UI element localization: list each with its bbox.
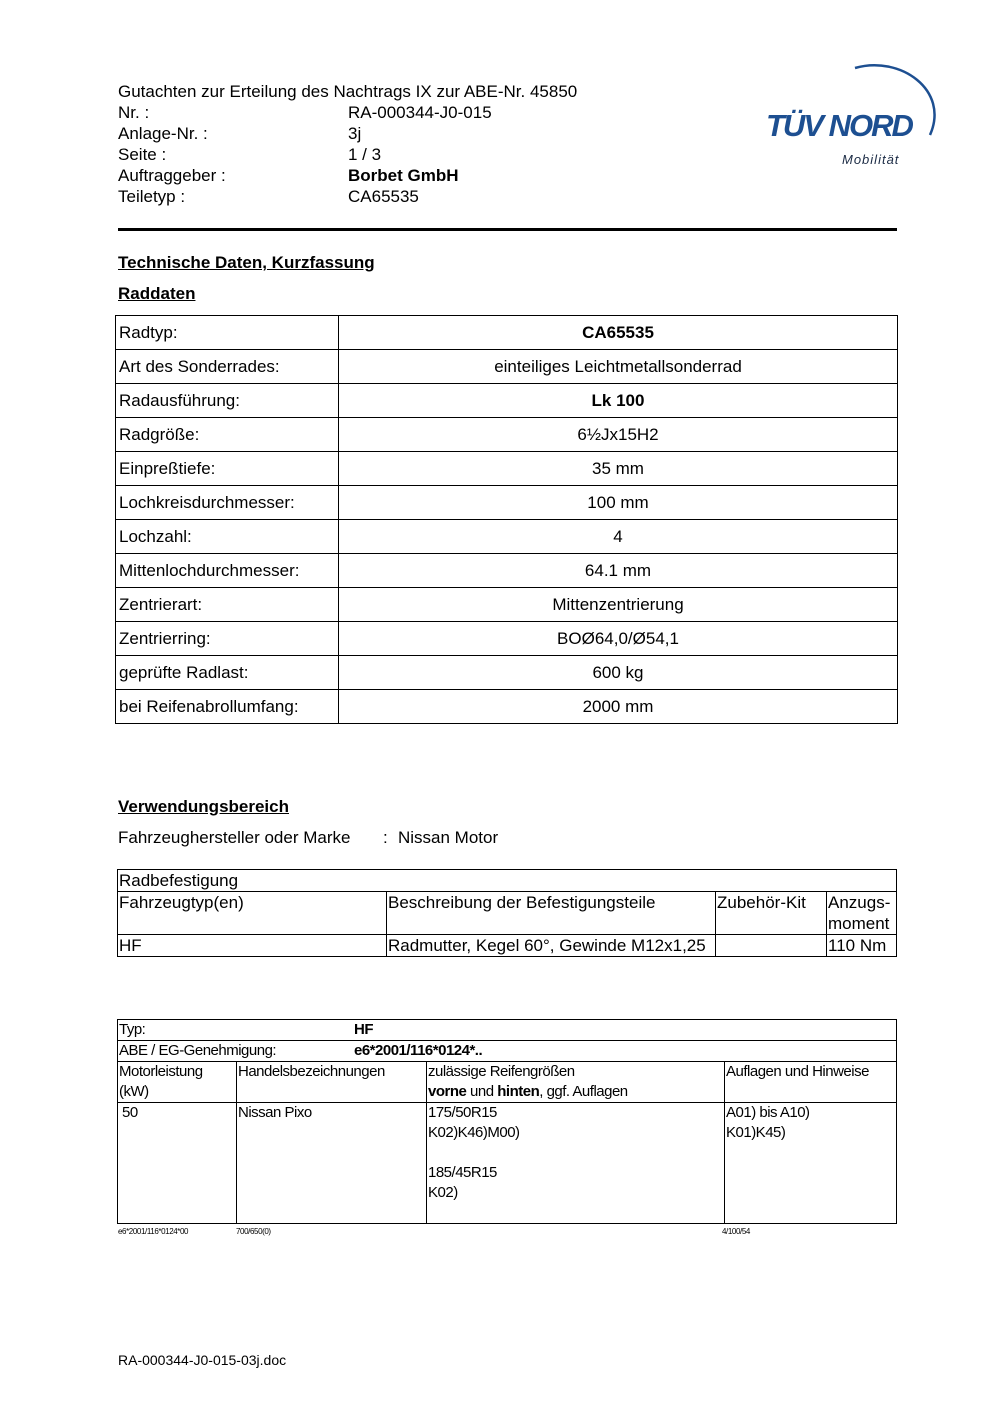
vorne-text: vorne	[428, 1083, 467, 1100]
row-label: Mittenlochdurchmesser:	[116, 554, 339, 588]
fahrzeugtyp-value: HF	[118, 935, 387, 957]
auflagen-value	[725, 1103, 897, 1224]
technische-daten-title: Technische Daten, Kurzfassung	[118, 253, 375, 272]
reifen-header-line2	[428, 1082, 723, 1102]
table-header-row	[118, 892, 897, 935]
row-label: Einpreßtiefe:	[116, 452, 339, 486]
reifen-2-auflagen: K02)	[428, 1184, 458, 1201]
table-row	[118, 1103, 897, 1224]
abe-label: ABE / EG-Genehmigung:	[119, 1042, 277, 1059]
hersteller-label: Fahrzeughersteller oder Marke	[118, 828, 351, 847]
seite-value: 1 / 3	[348, 145, 382, 164]
beschreibung-value: Radmutter, Kegel 60°, Gewinde M12x1,25	[387, 935, 716, 957]
teiletyp-value: CA65535	[348, 187, 419, 206]
header-zubehoer-kit: Zubehör-Kit	[716, 892, 827, 935]
logo-wordmark: TÜV NORD	[766, 108, 912, 143]
table-row	[118, 870, 897, 892]
row-label: Art des Sonderrades:	[116, 350, 339, 384]
footnote-gewicht: 700/650(0)	[236, 1227, 271, 1236]
header-fahrzeugtyp: Fahrzeugtyp(en)	[118, 892, 387, 935]
table-row	[118, 1020, 897, 1041]
table-row	[116, 316, 898, 350]
abe-value: e6*2001/116*0124*..	[354, 1042, 483, 1059]
row-label: Radtyp:	[116, 316, 339, 350]
footnote-lochkreis: 4/100/54	[722, 1227, 750, 1236]
reifen-1-auflagen: K02)K46)M00)	[428, 1124, 520, 1141]
table-row	[116, 588, 898, 622]
header-handelsbezeichnungen: Handelsbezeichnungen	[237, 1062, 427, 1103]
auflagen-2: K01)K45)	[726, 1124, 786, 1141]
typ-value: HF	[354, 1021, 373, 1038]
row-value: einteiliges Leichtmetallsonderrad	[339, 350, 898, 384]
table-row	[118, 1041, 897, 1062]
nr-label: Nr. :	[118, 103, 150, 122]
handelsbezeichnung-value: Nissan Pixo	[237, 1103, 427, 1224]
tuev-nord-logo	[760, 60, 940, 170]
row-label: bei Reifenabrollumfang:	[116, 690, 339, 724]
header-reifengroessen	[427, 1062, 725, 1103]
teiletyp-label: Teiletyp :	[118, 187, 186, 206]
row-value: CA65535	[339, 316, 898, 350]
header-auflagen: Auflagen und Hinweise	[725, 1062, 897, 1103]
row-label: geprüfte Radlast:	[116, 656, 339, 690]
row-value: 6½Jx15H2	[339, 418, 898, 452]
typ-table	[117, 1019, 897, 1224]
table-row	[118, 935, 897, 957]
anlage-label: Anlage-Nr. :	[118, 124, 208, 143]
hersteller-separator: :	[383, 828, 388, 847]
table-row	[116, 384, 898, 418]
seite-label: Seite :	[118, 145, 167, 164]
header-anzugsmoment: Anzugs-moment	[827, 892, 897, 935]
row-value: 64.1 mm	[339, 554, 898, 588]
hinten-text: hinten	[497, 1083, 540, 1100]
abe-row	[118, 1041, 897, 1062]
reifen-value	[427, 1103, 725, 1224]
motorleistung-value: 50	[118, 1103, 237, 1224]
table-header-row	[118, 1062, 897, 1103]
zubehoer-kit-value	[716, 935, 827, 957]
row-value: 2000 mm	[339, 690, 898, 724]
typ-label: Typ:	[119, 1021, 146, 1038]
raddaten-title: Raddaten	[118, 284, 196, 303]
nr-value: RA-000344-J0-015	[348, 103, 492, 122]
row-label: Zentrierring:	[116, 622, 339, 656]
row-value: 600 kg	[339, 656, 898, 690]
row-value: 35 mm	[339, 452, 898, 486]
table-row	[116, 452, 898, 486]
row-value: 100 mm	[339, 486, 898, 520]
row-label: Lochzahl:	[116, 520, 339, 554]
row-label: Radgröße:	[116, 418, 339, 452]
radbefestigung-title: Radbefestigung	[118, 870, 897, 892]
auflagen-suffix-text: , ggf. Auflagen	[539, 1083, 628, 1100]
header-rule	[118, 228, 897, 231]
verwendungsbereich-title: Verwendungsbereich	[118, 797, 289, 816]
auftraggeber-value: Borbet GmbH	[348, 166, 459, 185]
table-row	[116, 690, 898, 724]
table-row	[116, 486, 898, 520]
row-label: Radausführung:	[116, 384, 339, 418]
row-value: 4	[339, 520, 898, 554]
raddaten-table	[115, 315, 898, 724]
reifen-header-line1: zulässige Reifengrößen	[428, 1063, 575, 1080]
header-motorleistung: Motorleistung (kW)	[118, 1062, 237, 1103]
table-row	[116, 418, 898, 452]
row-value: Mittenzentrierung	[339, 588, 898, 622]
reifen-1: 175/50R15	[428, 1104, 497, 1121]
footer-filename: RA-000344-J0-015-03j.doc	[118, 1352, 287, 1368]
auflagen-1: A01) bis A10)	[726, 1104, 810, 1121]
row-value: BOØ64,0/Ø54,1	[339, 622, 898, 656]
table-row	[116, 656, 898, 690]
table-row	[116, 350, 898, 384]
typ-row	[118, 1020, 897, 1041]
reifen-2: 185/45R15	[428, 1164, 497, 1181]
table-row	[116, 520, 898, 554]
row-label: Lochkreisdurchmesser:	[116, 486, 339, 520]
anzugsmoment-value: 110 Nm	[827, 935, 897, 957]
document-title: Gutachten zur Erteilung des Nachtrags IX zur ABE-Nr. 45850	[118, 82, 578, 101]
anlage-value: 3j	[348, 124, 362, 143]
row-label: Zentrierart:	[116, 588, 339, 622]
header-beschreibung: Beschreibung der Befestigungsteile	[387, 892, 716, 935]
auftraggeber-label: Auftraggeber :	[118, 166, 226, 185]
hersteller-value: Nissan Motor	[398, 828, 499, 847]
table-row	[116, 554, 898, 588]
row-value: Lk 100	[339, 384, 898, 418]
radbefestigung-table	[117, 869, 897, 957]
logo-subtitle: Mobilität	[842, 152, 900, 167]
und-text: und	[466, 1083, 498, 1100]
table-row	[116, 622, 898, 656]
footnote-genehmigung: e6*2001/116*0124*00	[118, 1227, 189, 1236]
